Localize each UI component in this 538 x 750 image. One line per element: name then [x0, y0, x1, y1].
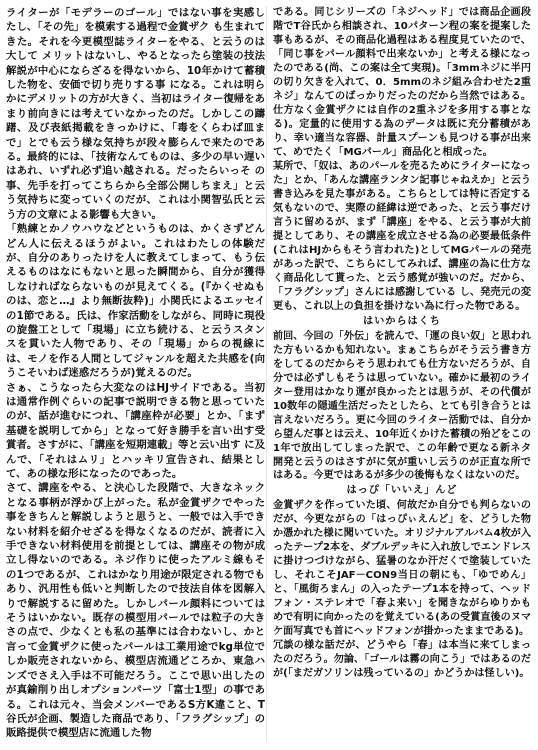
- paragraph: である。同じシリーズの「ネジヘッド」では商品企画段階でT谷氏から相談され、10パターン程の案を提案した事もあるが、その商品化過程はある程度見ていたので、「同じ事をパール顔料で出来ないか」と考える様になったのである(尚、この案は全て実現)。「3mmネジに半円の切り欠きを入れて、0．5mmのネジ組み合わせた2重ネジ」なんてのばっかりだったのだから当然ではある。仕方なく金賞ザクには自作の2重ネジを多用する事となる)。定量的に使用する為のデータは既に充分蓄積があり、幸い適当な容器、計量スプーンも見つける事が出来て、めでたく「MGパール」商品化と相成った。: [273, 7, 531, 158]
- paragraph: 冗談の様な話だが、どうやら「春」は本当に来てしまったのだろう。勿論、「ゴールは霧の向こう」ではあるのだが(「まだガソリンは残っているの」かどうかは怪しい)。: [273, 640, 531, 680]
- paragraph: ライターが「モデラーのゴール」ではない事を実感したし、「その先」を模索する過程で金賞ザク も生まれてきた。それを今更模型誌ライターをやる、と云うのは大して メリットはないし、やるとなったら塗装の技法解説が中心にならざるを得ないから、10年かけて蓄積した物を、安価で切り売りする事 になる。これは明らかにデメリットの方が大きく、当初はライター復帰をあまり前向きには考えていなかったのだ。しかしこの躊躇、及び表紙掲載をきっかけに、「毒をくらわば皿まで」とでも云う様な気持ちが段々膨らんで来たのである。最終的には、「技術なんてものは、多少の早い遅いはあれ、いずれ必ず追い越される。だったらいっそ の事、先手を打ってこちらから全部公開しちまえ」と云う気持ちに変っていくのだが、これは小関智弘氏と云う方の文章による影響も大きい。: [6, 7, 265, 221]
- column-divider: [266, 6, 267, 742]
- section-heading: はっぴ「いいえ」んど: [346, 485, 458, 497]
- right-column: [273, 6, 531, 742]
- paragraph: 「熟練とかノウハウなどというものは、かくさずどんどん人に伝えるほうがよい。これはわたしの体験だが、自分のありったけを人に教えてしまって、もう伝えるものはなにもないと思った瞬間から、自分が獲得しなければならないものが見えてくる。(『かくせぬものは、恋と…』より無断抜粋)」小関氏によるエッセイの1節である。氏は、作家活動をしながら、同時に現役の旋盤工として「現場」に立ち続ける、と云うスタンスを貫いた人物であり、その「現場」からの視線には、モノを作る人間としてジャンルを超えた共感を(向うこそいわば迷惑だろうが)覚えるのだ。: [6, 223, 265, 380]
- paragraph: 前回、今回の「外伝」を読んで、「運の良い奴」と思われた方もいるかも知れない。まぁこちらがそう云う書き方をしてるのだからそう思われても仕方ないだろうが、自分では必ずしもそうは思っていない。確かに最初のライター登用はかなり運が良かったとは思うが、その代償が10数年の隠遁生活だったとしたら、とても引き合うとは言えないだろう。更に今回のライター活動では、自分から望んだ事とは云え、10年近くかけた蓄積の殆どをこの1年で放出してしまった訳で、この年齢で更なる新ネタ開発と云うのはさすがに気が重いし云うのが正直な所ではある。今更ではあるが多少の後悔もなくはないのだ。: [273, 330, 531, 482]
- paragraph: さて、講座をやる、と決心した段階で、大きなネックとなる事柄が浮かび上がった。私が金賞ザクでやった事をきちんと解説しようと思うと、一般では入手できない材料を紹介せざるを得なくなるのだが、読者に入手できない材料使用を前提としては、講座その物が成立し得ないのである。ネジ作りに使ったアルミ線もその1つであるが、これはかなり用途が限定される物でもあり、汎用性も低いと判断したので技法自体を図解入りで解説するに留めた。しかしパール顔料についてはそうはいかない。既存の模型用パールでは粒子の大きさの点で、少なくとも私の基準には合わないし、かと言って金賞ザクに使ったパールは工業用途でkg単位でしか販売されないから、模型店流通どころか、東急ハンズでさえ入手は不可能だろう。ここで思い出したのが真鍮削り出しオプションパーツ「富士1型」の事である。これは元々、当会メンバーであるS方K違こと、T谷氏が企画、製造した商品であり、「フラグシップ」の販路提供で模型店に流通した物: [6, 482, 265, 740]
- left-column: [6, 6, 265, 742]
- paragraph: 某所で、「奴は、あのパールを売るためにライターになった」とか、「あんな講座ランタン記事じゃねえか」と云う書き込みを見た事がある。こちらとしては特に否定する気もないので、実際の経緯は逆であった、と云う事だけ言うに留めるが、まず「講座」をやる、と云う事が大前提としてあり、その講座を成立させる為の必要最低条件(これはHJからもそう言われた)としてMGパールの発売があった訳で、こちらにしてみれば、講座の為に仕方なく商品化して貰った、と云う感覚が強いのだ。だから、「フラグシップ」さんには感謝している し、発売元の変更も、これ以上の負担を掛けない為に行った物である。: [273, 160, 531, 312]
- paragraph: 金賞ザクを作っていた頃、何故だか自分でも判らないのだが、今更ながらの「はっぴぃえんど」を、どうした物か憑かれた様に聞いていた。オリジナルアルバム4枚が入ったテープ2本を、ダブルデッキに入れ放しでエンドレスに掛けつづけながら、猛暑のなか汗だくで塗装していたし、それこそJAF－CON9当日の朝にも、「ゆでめん」と、「風街ろまん」の入ったテープ1本を持って、ヘッドフォン・ステレオで「春よ来い」を聞きながらゆりかもめで有明に向かったのを覚えている(あの受賞直後のヌマケ面写真でも首にヘッドフォンが掛かったままである)。: [273, 500, 531, 638]
- paragraph: さぁ、こうなったら大変なのはHJサイドである。当初は通常作例ぐらいの記事で説明できる物と思っていたのが、話が進むにつれ、「講座枠が必要」とか、「まず基礎を説明してから」となって好き勝手を言い出す受賞者。さすがに、「講座を短期連載」等と云い出す に及んで、「それはムリ」とハッキリ宣告され、結果として、あの様な形になったのであった。: [6, 381, 265, 480]
- section-heading: はいからはくち: [363, 315, 441, 327]
